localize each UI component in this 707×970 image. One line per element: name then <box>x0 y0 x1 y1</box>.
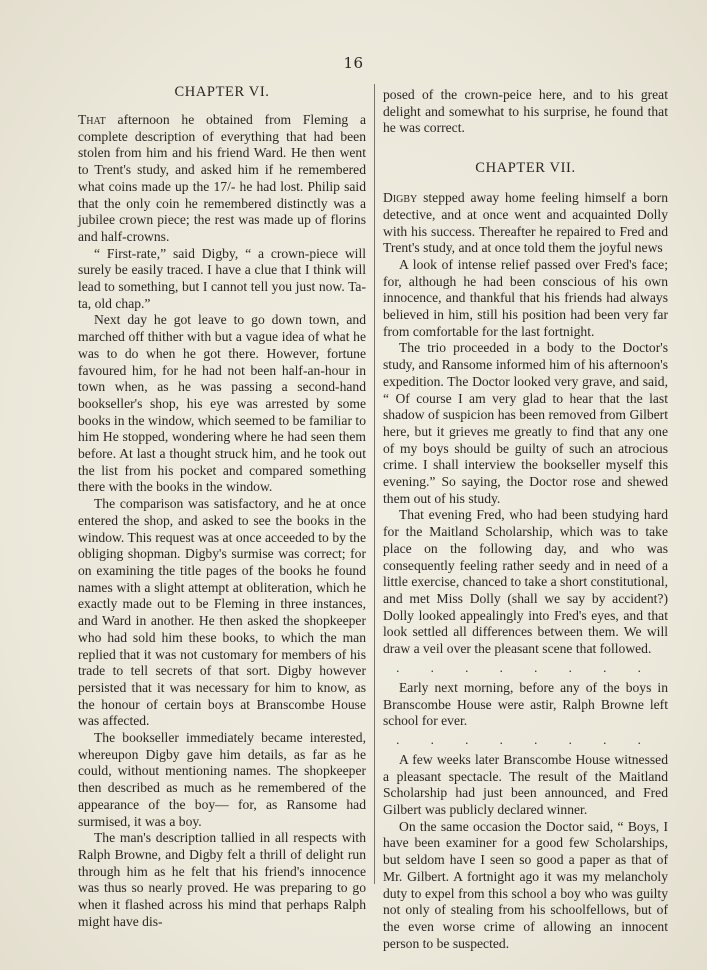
paragraph: Early next morning, before any of the boys in Branscombe House were astir, Ralph Browne left school for ever. <box>383 679 668 729</box>
paragraph: A look of intense relief passed over Fred's face; for, although he had been conscious of his own innocence, and thankful that his friends had always believed in him, still his position had been very far from comfortable for the last fortnight. <box>383 256 668 339</box>
paragraph: Next day he got leave to go down town, and marched off thither with but a vague idea of what he was to do when he got there. However, fortune favoured him, for he had not been half-an-hour in town when, as he was passing a second-hand bookseller's shop, his eye was arrested by some books in the window, which seemed to be familiar to him He stopped, wondering where he had seen them before. At last a thought struck him, and he took out the list from his pocket and compared something there with the books in the window. <box>78 312 366 495</box>
page-number: 16 <box>343 54 364 72</box>
paragraph: The bookseller immediately became interested, whereupon Digby gave him details, as far as he could, without mentioning names. The shopkeeper then described as much as he remembered of the appearance of the boy— for, as Ransome had surmised, it was a boy. <box>78 730 366 829</box>
section-break-dots: . . . . . . . . <box>396 731 655 747</box>
paragraph: The trio proceeded in a body to the Doctor's study, and Ransome informed him of his afternoon's expedition. The Doctor looked very grave, and said, “ Of course I am very glad to hear that the last shadow of suspicion has been removed from Gilbert here, but it grieves me greatly to find that any one of my boys should be guilty of such an atrocious crime. I shall interview the bookseller myself this evening.” So saying, the Doctor rose and shewed them out of his study. <box>383 340 668 506</box>
column-divider <box>374 84 375 884</box>
section-break-dots: . . . . . . . . <box>396 659 655 675</box>
paragraph: That evening Fred, who had been studying hard for the Maitland Scholarship, which was to take place on the following day, and who was consequently feeling rather seedy and in need of a little exercise, chanced to take a short constitutional, and met Miss Dolly (shall we say by accident?) Dolly looked appealingly into Fred's eyes, and that look settled all differences between them. We will draw a veil over the pleasant scene that followed. <box>383 507 668 657</box>
paragraph: The comparison was satisfactory, and he at once entered the shop, and asked to see the books in the window. This request was at once acceeded to by the obliging shopman. Digby's surmise was correct; for on examining the title pages of the books he found names with a slight attempt at obliteration, which he exactly made out to be Fleming in three instances, and Ward in another. He then asked the shopkeeper who had sold him these books, to which the man replied that it was not customary for members of his trade to tell secrets of that sort. Digby however persisted that it was necessary for him to know, as the honour of certain boys at Branscombe House was affected. <box>78 496 366 729</box>
paragraph-text: afternoon he obtained from Fleming a complete description of everything that had been stolen from him and his friend Ward. He then went to Trent's study, and asked him if he remembered what coins made up the 17/- he had lost. Philip said that the only coin he remembered distinctly was a jubilee crown piece; the rest was made up of florins and half-crowns. <box>78 112 366 244</box>
chapter-vi-heading: CHAPTER VI. <box>174 84 270 100</box>
paragraph-text: stepped away home feeling himself a born detective, and at once went and acquainted Dolly with his success. Thereafter he repaired to Fred and Trent's study, and at once told them the joyful news <box>383 190 668 256</box>
left-column <box>78 83 366 930</box>
paragraph: The man's description tallied in all respects with Ralph Browne, and Digby felt a thrill of delight run through him as he felt that his friend's innocence was thus so nearly proved. He was preparing to go when it flashed across his mind that perhaps Ralph might have dis- <box>78 830 366 929</box>
paragraph <box>78 112 366 246</box>
paragraph: A few weeks later Branscombe House witnessed a pleasant spectacle. The result of the Maitland Scholarship had just been announced, and Fred Gilbert was publicly declared winner. <box>383 751 668 818</box>
paragraph <box>383 190 668 257</box>
paragraph: On the same occasion the Doctor said, “ Boys, I have been examiner for a good few Scholarships, but seldom have I seen so good a paper as that of Mr. Gilbert. A fortnight ago it was my melancholy duty to expel from this school a boy who was guilty not only of stealing from his schoolfellows, but of the even worse crime of allowing an innocent person to be suspected. <box>383 818 668 951</box>
paragraph: posed of the crown-peice here, and to his great delight and somewhat to his surprise, he found that he was correct. <box>383 87 668 136</box>
drop-lead-word: Digby <box>383 190 418 206</box>
chapter-vii-heading: CHAPTER VII. <box>475 160 576 177</box>
drop-lead-word: That <box>78 112 106 127</box>
paragraph: “ First-rate,” said Digby, “ a crown-piece will surely be easily traced. I have a clue that I think will lead to something, but I cannot tell you just now. Ta-ta, old chap.” <box>78 245 366 311</box>
right-column <box>383 87 668 952</box>
